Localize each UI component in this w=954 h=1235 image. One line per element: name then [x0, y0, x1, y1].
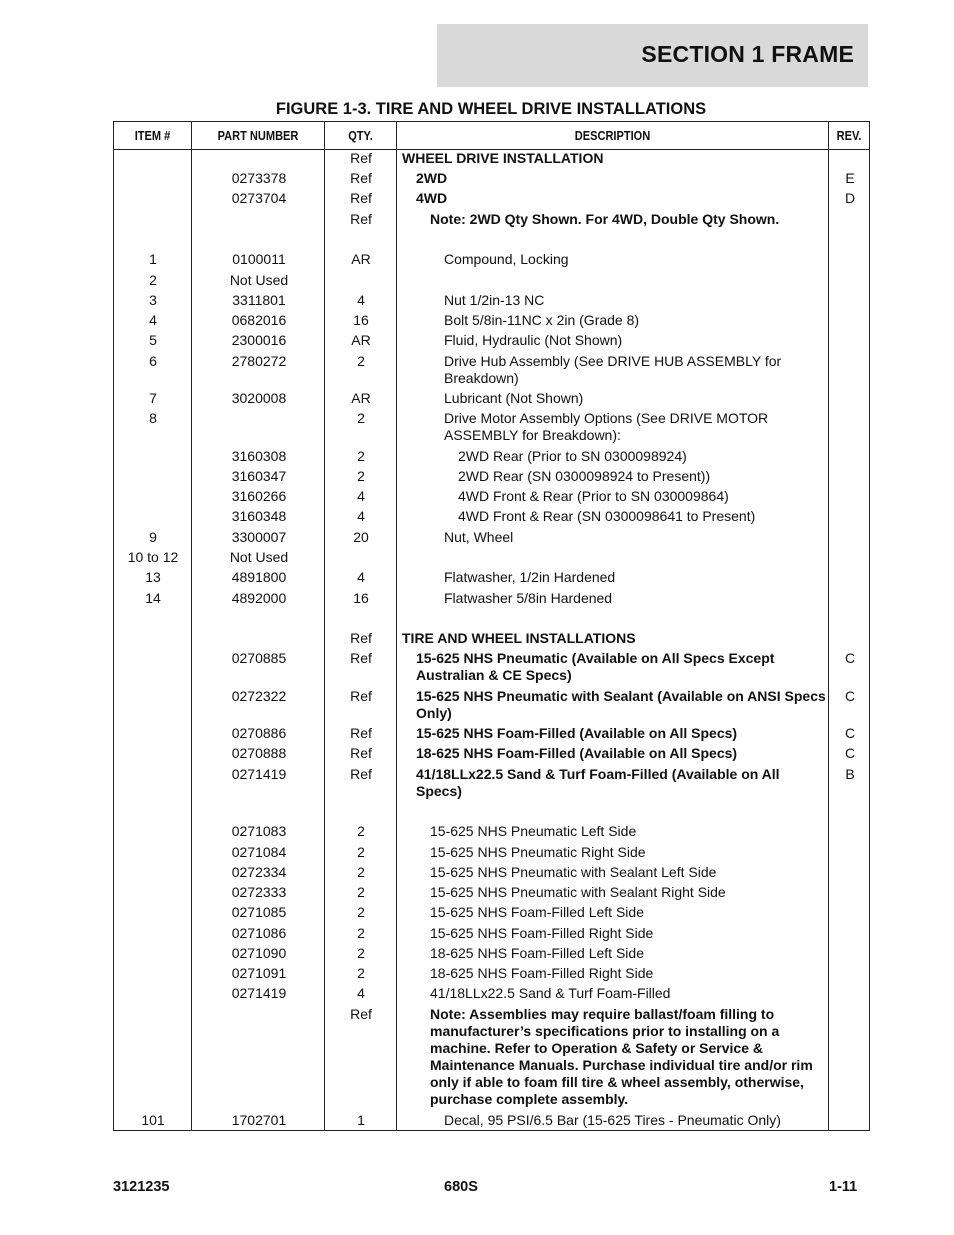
qty-cell: 2 [357, 945, 365, 961]
qty-cell: AR [351, 390, 371, 406]
rev-cell: C [844, 725, 856, 741]
description-cell: 15-625 NHS Pneumatic with Sealant Right Side [430, 884, 726, 900]
part-number-cell: 3160347 [231, 468, 287, 484]
rev-cell: C [844, 650, 856, 666]
part-number-cell: 0273378 [231, 170, 287, 186]
description-cell: Compound, Locking [444, 251, 569, 267]
footer-model: 680S [444, 1179, 478, 1195]
item-number-cell: 7 [149, 390, 157, 406]
column-header-qty: QTY. [348, 128, 373, 143]
footer-page-number: 1-11 [829, 1179, 858, 1195]
description-cell: Bolt 5/8in-11NC x 2in (Grade 8) [444, 312, 640, 328]
rev-cell: C [844, 745, 856, 761]
description-cell: 41/18LLx22.5 Sand & Turf Foam-Filled (Available on All Specs) [416, 766, 780, 799]
qty-cell: 2 [357, 353, 365, 369]
column-header-rev: REV. [836, 128, 862, 143]
description-cell: Drive Hub Assembly (See DRIVE HUB ASSEMBLY for Breakdown) [444, 353, 782, 386]
item-number-cell: 1 [149, 251, 157, 267]
part-number-cell: 3160266 [231, 488, 287, 504]
part-number-cell: 0682016 [231, 312, 287, 328]
qty-cell: 4 [357, 292, 365, 308]
part-number-cell: 0271419 [231, 766, 287, 782]
qty-cell: 4 [357, 508, 365, 524]
description-cell: 15-625 NHS Pneumatic with Sealant Left Side [430, 864, 717, 880]
description-cell: WHEEL DRIVE INSTALLATION [402, 150, 604, 166]
rev-cell: C [844, 688, 856, 704]
item-number-cell: 6 [149, 353, 157, 369]
description-cell: 18-625 NHS Foam-Filled Left Side [430, 945, 644, 961]
qty-cell: 2 [357, 884, 365, 900]
part-number-cell: 4891800 [231, 569, 287, 585]
part-number-cell: 2780272 [231, 353, 287, 369]
description-cell: TIRE AND WHEEL INSTALLATIONS [402, 630, 636, 646]
part-number-cell: 0272334 [231, 864, 287, 880]
qty-cell: Ref [350, 766, 372, 782]
qty-cell: 2 [357, 448, 365, 464]
description-cell: Drive Motor Assembly Options (See DRIVE MOTOR ASSEMBLY for Breakdown): [444, 410, 769, 443]
qty-cell: Ref [350, 745, 372, 761]
part-number-cell: 0100011 [232, 251, 286, 267]
description-cell: 15-625 NHS Pneumatic Left Side [430, 823, 637, 839]
item-number-cell: 5 [149, 332, 157, 348]
description-cell: Nut, Wheel [444, 529, 514, 545]
qty-cell: 2 [357, 844, 365, 860]
description-cell: 41/18LLx22.5 Sand & Turf Foam-Filled [430, 985, 671, 1001]
section-title: SECTION 1 FRAME [641, 41, 854, 67]
part-number-cell: 0271086 [231, 925, 287, 941]
description-cell: 4WD Front & Rear (Prior to SN 030009864) [458, 488, 729, 504]
part-number-cell: 0270888 [231, 745, 287, 761]
rev-cell: E [845, 170, 855, 186]
qty-cell: 2 [357, 410, 365, 426]
qty-cell: 4 [357, 569, 365, 585]
part-number-cell: 0271083 [231, 823, 287, 839]
qty-cell: Ref [350, 211, 372, 227]
qty-cell: Ref [350, 150, 372, 166]
footer-doc-number: 3121235 [113, 1179, 170, 1195]
qty-cell: 16 [353, 590, 369, 606]
description-cell: 2WD Rear (SN 0300098924 to Present)) [458, 468, 711, 484]
part-number-cell: 0272333 [231, 884, 287, 900]
description-cell: 18-625 NHS Foam-Filled (Available on All Specs) [416, 745, 738, 761]
description-cell: 15-625 NHS Foam-Filled (Available on All Specs) [416, 725, 738, 741]
description-cell: Flatwasher, 1/2in Hardened [444, 569, 616, 585]
item-number-cell: 3 [149, 292, 157, 308]
item-number-cell: 14 [145, 590, 161, 606]
description-cell: 15-625 NHS Foam-Filled Left Side [430, 904, 644, 920]
part-number-cell: 3160308 [231, 448, 287, 464]
qty-cell: Ref [350, 170, 372, 186]
part-number-cell: 0271091 [231, 965, 287, 981]
item-number-cell: 10 to 12 [127, 549, 179, 565]
column-header-description: DESCRIPTION [574, 128, 651, 143]
qty-cell: 20 [353, 529, 369, 545]
qty-cell: Ref [350, 650, 372, 666]
description-cell: Flatwasher 5/8in Hardened [444, 590, 613, 606]
qty-cell: Ref [350, 190, 372, 206]
section-header [437, 24, 868, 87]
description-cell: 2WD Rear (Prior to SN 0300098924) [458, 448, 687, 464]
parts-table [113, 121, 870, 1131]
item-number-cell: 4 [149, 312, 157, 328]
part-number-cell: Not Used [229, 549, 289, 565]
part-number-cell: 0270886 [231, 725, 287, 741]
part-number-cell: 0272322 [231, 688, 287, 704]
item-number-cell: 8 [149, 410, 157, 426]
item-number-cell: 101 [141, 1112, 165, 1128]
description-cell: 4WD [416, 190, 448, 206]
part-number-cell: 0271090 [231, 945, 287, 961]
part-number-cell: 3160348 [231, 508, 287, 524]
qty-cell: 4 [357, 985, 365, 1001]
qty-cell: AR [351, 251, 371, 267]
qty-cell: Ref [350, 1006, 372, 1022]
description-cell: 4WD Front & Rear (SN 0300098641 to Present) [458, 508, 756, 524]
figure-title: FIGURE 1-3. TIRE AND WHEEL DRIVE INSTALLATIONS [275, 100, 707, 118]
item-number-cell: 2 [149, 272, 157, 288]
qty-cell: Ref [350, 725, 372, 741]
description-cell: Note: 2WD Qty Shown. For 4WD, Double Qty Shown. [430, 211, 780, 227]
part-number-cell: 2300016 [231, 332, 287, 348]
part-number-cell: 0270885 [231, 650, 287, 666]
rev-cell: B [845, 766, 855, 782]
rev-cell: D [844, 190, 856, 206]
qty-cell: 16 [353, 312, 369, 328]
part-number-cell: 0271419 [231, 985, 287, 1001]
part-number-cell: 4892000 [231, 590, 287, 606]
description-cell: 2WD [416, 170, 448, 186]
description-cell: Fluid, Hydraulic (Not Shown) [444, 332, 623, 348]
description-cell: Lubricant (Not Shown) [444, 390, 584, 406]
part-number-cell: 3300007 [231, 529, 287, 545]
qty-cell: 2 [357, 904, 365, 920]
qty-cell: 4 [357, 488, 365, 504]
qty-cell: 2 [357, 823, 365, 839]
description-cell: 15-625 NHS Pneumatic Right Side [430, 844, 646, 860]
description-cell: Note: Assemblies may require ballast/foam filling to manufacturer’s specifications prior to installing on a machine. Refer to Operation & Safety or Service & Maintenance Manuals. Purchase individual tire and/or rim only if able to foam fill tire & wheel assembly, otherwise, purchase complete assembly. [430, 1006, 813, 1107]
part-number-cell: 0271084 [231, 844, 287, 860]
column-header-item: ITEM # [134, 128, 171, 143]
column-divider [828, 122, 829, 1130]
column-header-part-number: PART NUMBER [217, 128, 299, 143]
qty-cell: 2 [357, 864, 365, 880]
column-divider [396, 122, 397, 1130]
part-number-cell: 3020008 [231, 390, 287, 406]
description-cell: 15-625 NHS Pneumatic (Available on All Specs Except Australian & CE Specs) [416, 650, 775, 683]
item-number-cell: 13 [145, 569, 161, 585]
item-number-cell: 9 [149, 529, 157, 545]
qty-cell: Ref [350, 630, 372, 646]
part-number-cell: 0271085 [231, 904, 287, 920]
description-cell: 15-625 NHS Foam-Filled Right Side [430, 925, 654, 941]
qty-cell: 2 [357, 468, 365, 484]
column-divider [324, 122, 325, 1130]
part-number-cell: 1702701 [231, 1112, 287, 1128]
qty-cell: 2 [357, 925, 365, 941]
qty-cell: 1 [357, 1112, 365, 1128]
qty-cell: 2 [357, 965, 365, 981]
description-cell: 15-625 NHS Pneumatic with Sealant (Available on ANSI Specs Only) [416, 688, 826, 721]
part-number-cell: Not Used [229, 272, 289, 288]
qty-cell: AR [351, 332, 371, 348]
description-cell: 18-625 NHS Foam-Filled Right Side [430, 965, 654, 981]
part-number-cell: 0273704 [231, 190, 287, 206]
qty-cell: Ref [350, 688, 372, 704]
description-cell: Decal, 95 PSI/6.5 Bar (15-625 Tires - Pneumatic Only) [444, 1112, 781, 1128]
part-number-cell: 3311801 [232, 292, 286, 308]
description-cell: Nut 1/2in-13 NC [444, 292, 545, 308]
